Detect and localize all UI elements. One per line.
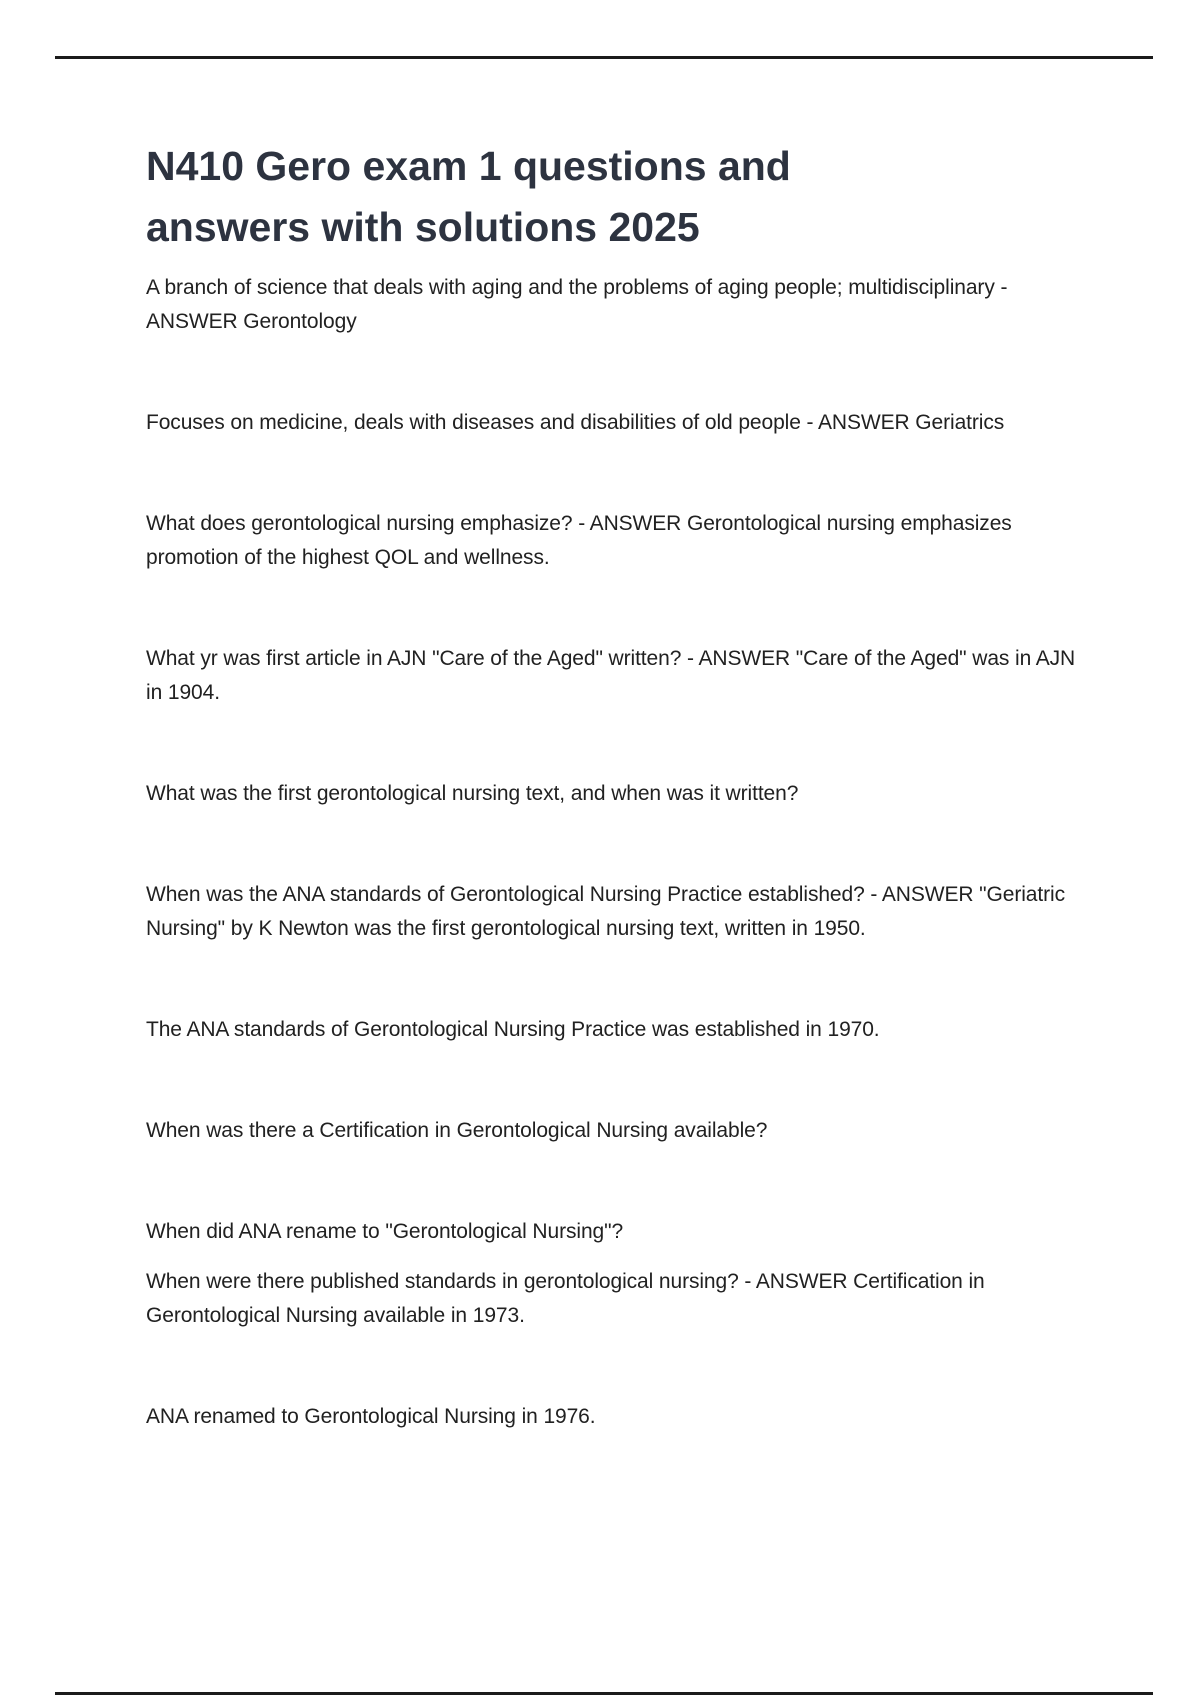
qa-paragraph: What yr was first article in AJN "Care of the Aged" written? - ANSWER "Care of the Aged" was in AJN in 1904. [146,647,1076,704]
qa-list [146,271,1094,1434]
page-title-line-1: N410 Gero exam 1 questions and [146,143,791,189]
qa-paragraph: What was the first gerontological nursing text, and when was it written? [146,782,799,805]
qa-paragraph: A branch of science that deals with aging and the problems of aging people; multidisciplinary - ANSWER Gerontology [146,276,1008,333]
page-title [146,136,1094,258]
qa-paragraph: What does gerontological nursing emphasize? - ANSWER Gerontological nursing emphasizes promotion of the highest QOL and wellness. [146,512,1012,569]
bottom-rule [55,1692,1153,1695]
qa-paragraph: Focuses on medicine, deals with diseases and disabilities of old people - ANSWER Geriatrics [146,411,1005,434]
qa-paragraph: When was the ANA standards of Gerontological Nursing Practice established? - ANSWER "Geriatric Nursing" by K Newton was the first gerontological nursing text, written in 1950. [146,883,1065,940]
qa-paragraph: The ANA standards of Gerontological Nursing Practice was established in 1970. [146,1018,880,1041]
page-title-line-2: answers with solutions 2025 [146,204,700,250]
qa-paragraph: When did ANA rename to "Gerontological Nursing"? [146,1220,624,1243]
qa-paragraph: ANA renamed to Gerontological Nursing in 1976. [146,1405,596,1428]
qa-paragraph: When was there a Certification in Gerontological Nursing available? [146,1119,768,1142]
qa-paragraph: When were there published standards in gerontological nursing? - ANSWER Certification in Gerontological Nursing available in 1973. [146,1270,985,1327]
document-content [146,0,1094,1501]
